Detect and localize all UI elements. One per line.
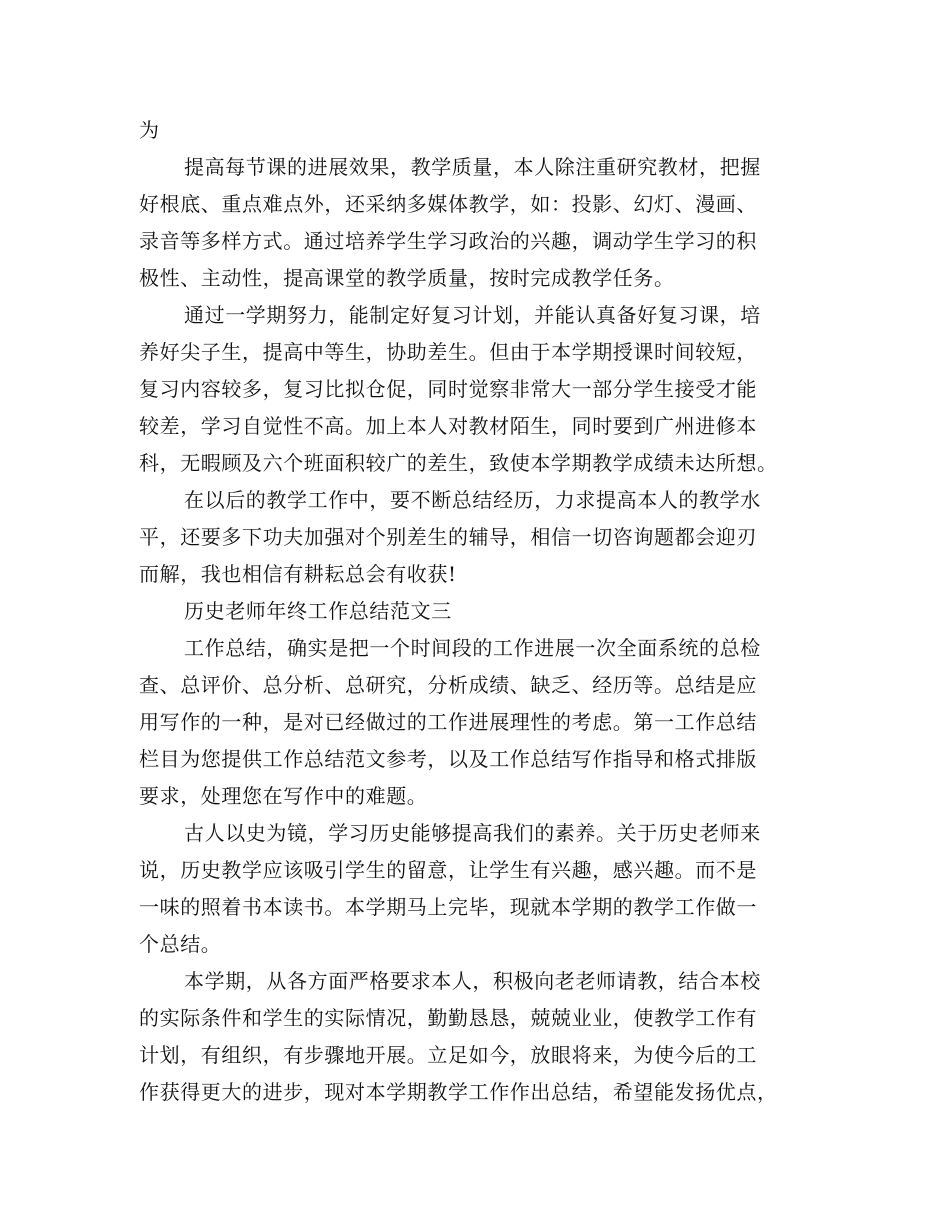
text-line: 复习内容较多，复习比拟仓促，同时觉察非常大一部分学生接受才能	[139, 377, 757, 401]
section-title: 历史老师年终工作总结范文三	[184, 599, 452, 623]
text-line: 养好尖子生，提高中等生，协助差生。但由于本学期授课时间较短，	[139, 340, 757, 364]
text-line: 较差，学习自觉性不高。加上本人对教材陌生，同时要到广州进修本	[139, 414, 757, 438]
text-line: 好根底、重点难点外，还采纳多媒体教学，如：投影、幻灯、漫画、	[139, 192, 757, 216]
text-line: 通过一学期努力，能制定好复习计划，并能认真备好复习课，培	[184, 303, 761, 327]
text-line: 平，还要多下功夫加强对个别差生的辅导，相信一切咨询题都会迎刃	[139, 525, 757, 549]
text-line: 用写作的一种，是对已经做过的工作进展理性的考虑。第一工作总结	[139, 710, 757, 734]
text-line: 本学期，从各方面严格要求本人，积极向老老师请教，结合本校	[184, 969, 761, 993]
text-line: 计划，有组织，有步骤地开展。立足如今，放眼将来，为使今后的工	[139, 1043, 757, 1067]
text-line: 栏目为您提供工作总结范文参考，以及工作总结写作指导和格式排版	[139, 747, 757, 771]
text-line: 查、总评价、总分析、总研究，分析成绩、缺乏、经历等。总结是应	[139, 673, 757, 697]
text-line: 作获得更大的进步，现对本学期教学工作作出总结，希望能发扬优点，	[139, 1080, 778, 1104]
document-body	[139, 112, 815, 1111]
text-line: 科，无暇顾及六个班面积较广的差生，致使本学期教学成绩未达所想。	[139, 451, 778, 475]
text-line: 而解，我也相信有耕耘总会有收获!	[139, 562, 457, 586]
text-line: 录音等多样方式。通过培养学生学习政治的兴趣，调动学生学习的积	[139, 229, 757, 253]
text-line: 工作总结，确实是把一个时间段的工作进展一次全面系统的总检	[184, 636, 761, 660]
text-line: 古人以史为镜，学习历史能够提高我们的素养。关于历史老师来	[184, 821, 761, 845]
text-line: 的实际条件和学生的实际情况，勤勤恳恳，兢兢业业，使教学工作有	[139, 1006, 757, 1030]
text-line: 极性、主动性，提高课堂的教学质量，按时完成教学任务。	[139, 266, 675, 290]
text-line: 一味的照着书本读书。本学期马上完毕，现就本学期的教学工作做一	[139, 895, 757, 919]
text-line: 提高每节课的进展效果，教学质量，本人除注重研究教材，把握	[184, 155, 761, 179]
text-line: 为	[139, 118, 160, 142]
text-line: 说，历史教学应该吸引学生的留意，让学生有兴趣，感兴趣。而不是	[139, 858, 757, 882]
text-line: 在以后的教学工作中，要不断总结经历，力求提高本人的教学水	[184, 488, 761, 512]
text-line: 要求，处理您在写作中的难题。	[139, 784, 428, 808]
text-line: 个总结。	[139, 932, 222, 956]
